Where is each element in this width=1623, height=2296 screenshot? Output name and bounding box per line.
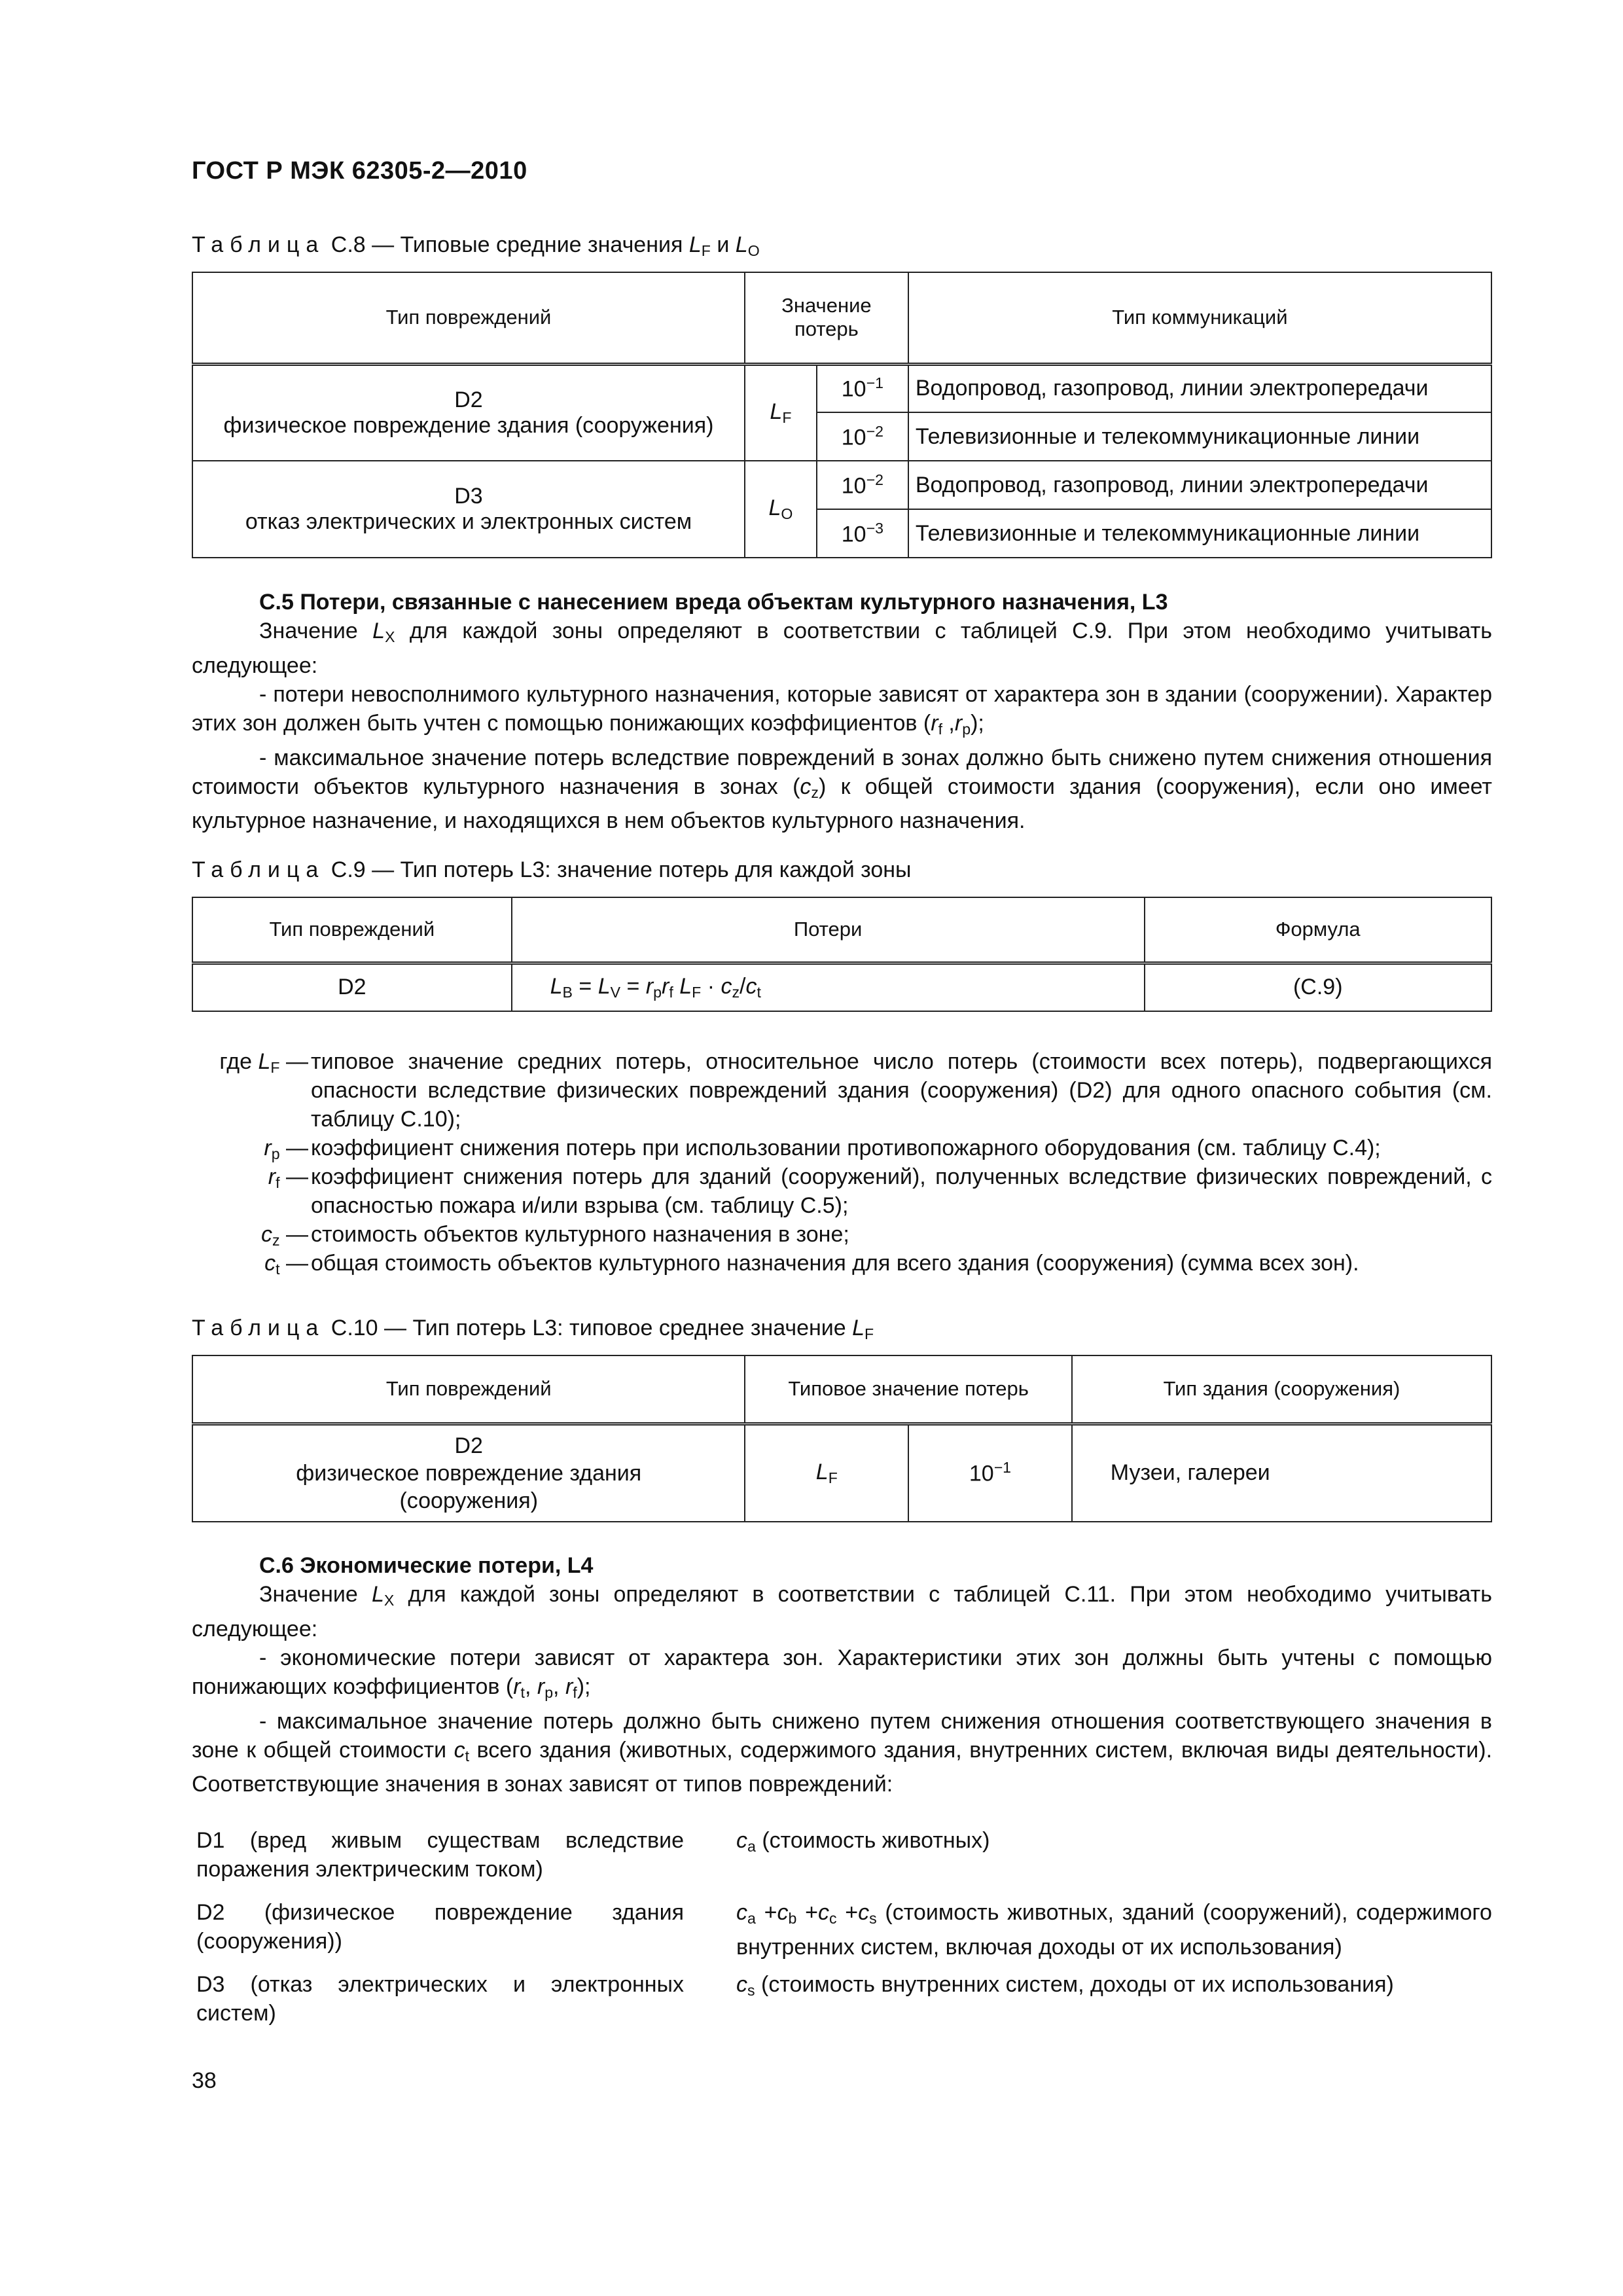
subscript: p bbox=[271, 1145, 280, 1162]
caption-prefix: Таблица bbox=[192, 1316, 325, 1340]
text: всего здания (животных, содержимого здания, внутренних систем, включая виды деятельности). Соответствующие значения в зонах зависят от типов повреждений: bbox=[192, 1737, 1493, 1797]
pair-left: D3 (отказ электрических и электронных систем) bbox=[196, 1972, 684, 2026]
value-exponent: −1 bbox=[993, 1459, 1012, 1477]
subscript: p bbox=[962, 720, 971, 738]
damage-code: D2 bbox=[454, 387, 483, 412]
symbol: L bbox=[258, 1049, 271, 1074]
subscript: t bbox=[276, 1260, 280, 1278]
paragraph bbox=[192, 1707, 1492, 1799]
caption-subscript: F bbox=[701, 242, 711, 259]
pair-right: $c_a +c_b +c_c +c_s$ (стоимость животных, зданий (сооружений), содержимого внутренних систем, включая доходы от их использования) bbox=[736, 1900, 1492, 1960]
paragraph: - экономические потери зависят от характера зон. Характеристики этих зон должны быть учтены с помощью понижающих коэффициентов ($r_t$, $r_p$, $r_f$); bbox=[192, 1645, 1492, 1701]
subscript: f bbox=[276, 1174, 280, 1191]
symbol: L bbox=[371, 1582, 384, 1607]
damage-code: D2 bbox=[454, 1433, 483, 1458]
subscript: X bbox=[383, 1591, 395, 1609]
table-cell-value bbox=[817, 364, 908, 412]
table-cell-damage bbox=[192, 461, 745, 558]
text: (стоимость внутренних систем, доходы от их использования) bbox=[761, 1972, 1394, 1997]
table-c10 bbox=[192, 1355, 1492, 1522]
symbol: c bbox=[454, 1737, 465, 1763]
pair-right: $c_s$ (стоимость внутренних систем, доходы от их использования) bbox=[736, 1972, 1394, 1999]
damage-description: физическое повреждение здания (сооружения) bbox=[296, 1460, 642, 1513]
table-c8-caption bbox=[192, 232, 760, 260]
page-number: 38 bbox=[192, 2068, 217, 2093]
table-cell-value bbox=[817, 461, 908, 509]
paragraph bbox=[192, 744, 1492, 836]
table-header: Значение потерь bbox=[745, 272, 908, 364]
pair-left: D2 (физическое повреждение здания (сооружения)) bbox=[196, 1900, 684, 1954]
symbol: c bbox=[260, 1222, 272, 1247]
table-cell-symbol bbox=[745, 364, 817, 461]
caption-symbol: L bbox=[688, 232, 702, 257]
value-base: 10 bbox=[841, 522, 866, 547]
text: , bbox=[942, 710, 955, 736]
loss-symbol: L bbox=[815, 1459, 829, 1484]
symbol: L bbox=[372, 619, 385, 643]
symbol: c bbox=[800, 774, 812, 799]
table-cell-value bbox=[817, 412, 908, 461]
table-cell-communication: Водопровод, газопровод, линии электропередачи bbox=[908, 461, 1491, 509]
text: - экономические потери зависят от характера зон. Характеристики этих зон должны быть учтены с помощью понижающих коэффициентов ( bbox=[192, 1645, 1492, 1699]
definition-text: коэффициент снижения потерь для зданий (сооружений), полученных вследствие физических повреждений, с опасностью пожара и/или взрыва (см. таблицу С.5); bbox=[311, 1164, 1492, 1218]
section-title-text: С.6 Экономические потери, L4 bbox=[259, 1553, 594, 1578]
pair-left: D1 (вред живым существам вследствие поражения электрическим током) bbox=[196, 1828, 684, 1882]
table-header: Типовое значение потерь bbox=[745, 1355, 1071, 1424]
pair-right: $c_a$ (стоимость животных) bbox=[736, 1828, 990, 1855]
damage-description: физическое повреждение здания (сооружения) bbox=[223, 412, 714, 438]
table-cell-communication: Водопровод, газопровод, линии электропередачи bbox=[908, 364, 1491, 412]
text: - потери невосполнимого культурного назначения, которые зависят от характера зон в здании (сооружении). Характер этих зон должен быть учтен с помощью понижающих коэффициентов ( bbox=[192, 681, 1492, 736]
symbol: r bbox=[954, 710, 963, 736]
caption-symbol: L bbox=[852, 1316, 865, 1340]
symbol: r bbox=[264, 1136, 272, 1160]
definitions-list bbox=[0, 1047, 1623, 1289]
table-cell-damage bbox=[192, 364, 745, 461]
symbol: c bbox=[264, 1251, 276, 1276]
text: где bbox=[219, 1049, 259, 1074]
value-base: 10 bbox=[841, 377, 866, 403]
value-base: 10 bbox=[841, 473, 866, 499]
caption-text: C.8 — Типовые средние значения bbox=[325, 232, 689, 257]
loss-symbol-subscript: F bbox=[782, 408, 792, 426]
subscript: z bbox=[811, 783, 819, 801]
damage-description: отказ электрических и электронных систем bbox=[245, 509, 692, 534]
table-cell-value bbox=[908, 1424, 1072, 1522]
table-cell-communication: Телевизионные и телекоммуникационные линии bbox=[908, 509, 1491, 558]
text: ); bbox=[577, 1674, 591, 1699]
definition-term: $r_f$ — bbox=[268, 1164, 308, 1191]
text: - максимальное значение потерь вследствие повреждений в зонах должно быть снижено путем снижения отношения стоимости объектов культурного назначения в зонах ( bbox=[192, 745, 1492, 799]
paragraph bbox=[192, 617, 1492, 680]
table-cell-symbol bbox=[745, 1424, 908, 1522]
definition-term: где $L_F$ — bbox=[219, 1049, 308, 1076]
table-header: Тип здания (сооружения) bbox=[1072, 1355, 1491, 1424]
table-c9 bbox=[192, 897, 1492, 1012]
loss-symbol: L bbox=[770, 399, 783, 424]
value-exponent: −2 bbox=[866, 471, 883, 488]
value-exponent: −1 bbox=[866, 374, 883, 392]
loss-symbol-subscript: F bbox=[828, 1469, 838, 1486]
definition-term: $r_p$ — bbox=[264, 1136, 308, 1162]
table-header: Формула bbox=[1145, 897, 1492, 963]
table-cell-communication: Телевизионные и телекоммуникационные линии bbox=[908, 412, 1491, 461]
table-cell-value bbox=[817, 509, 908, 558]
value-base: 10 bbox=[969, 1462, 994, 1487]
paragraph bbox=[192, 1580, 1492, 1643]
text: Значение bbox=[259, 1582, 372, 1607]
caption-symbol: L bbox=[735, 232, 748, 257]
subscript: X bbox=[385, 628, 395, 645]
text: - максимальное значение потерь должно быть снижено путем снижения отношения соответствующего значения в зоне к общей стоимости bbox=[192, 1708, 1492, 1763]
table-cell-building-type: Музеи, галереи bbox=[1072, 1424, 1491, 1522]
table-cell-symbol bbox=[745, 461, 817, 558]
symbol: r bbox=[268, 1164, 276, 1189]
caption-text: C.10 — Тип потерь L3: типовое среднее значение bbox=[325, 1316, 853, 1340]
caption-subscript: O bbox=[747, 242, 760, 259]
definition-text: общая стоимость объектов культурного назначения для всего здания (сооружения) (сумма всех зон). bbox=[311, 1251, 1359, 1276]
caption-text: и bbox=[710, 232, 736, 257]
table-header: Тип повреждений bbox=[192, 1355, 745, 1424]
section-c6 bbox=[192, 1551, 1492, 1799]
text: ); bbox=[971, 710, 984, 736]
definition-text: типовое значение средних потерь, относительное число потерь (стоимости всех потерь), подвергающихся опасности вследствие физических повреждений здания (сооружения) (D2) для одного опасного события (см. таблицу С.10); bbox=[311, 1049, 1492, 1132]
paragraph bbox=[192, 680, 1492, 744]
text: для каждой зоны определяют в соответствии с таблицей С.9. При этом необходимо учитывать следующее: bbox=[192, 619, 1492, 678]
definition-text: стоимость объектов культурного назначения в зоне; bbox=[311, 1222, 849, 1247]
value-exponent: −3 bbox=[866, 519, 883, 537]
section-title-text: С.5 Потери, связанные с нанесением вреда объектам культурного назначения, L3 bbox=[259, 590, 1168, 615]
text: для каждой зоны определяют в соответствии с таблицей С.11. При этом необходимо учитывать следующее: bbox=[192, 1582, 1492, 1641]
text: (стоимость животных, зданий (сооружений), содержимого внутренних систем, включая доходы от их использования) bbox=[736, 1900, 1492, 1960]
value-base: 10 bbox=[841, 425, 866, 450]
caption-subscript: F bbox=[865, 1325, 874, 1342]
subscript: f bbox=[938, 720, 942, 738]
section-c5 bbox=[192, 588, 1492, 835]
caption-text: C.9 — Тип потерь L3: значение потерь для каждой зоны bbox=[325, 857, 912, 882]
value-exponent: −2 bbox=[866, 422, 883, 440]
definition-term: $c_t$ — bbox=[264, 1251, 308, 1278]
table-c10-caption bbox=[192, 1316, 874, 1343]
table-c9-caption bbox=[192, 857, 911, 883]
table-header: Тип повреждений bbox=[192, 897, 512, 963]
subscript: F bbox=[270, 1058, 280, 1076]
table-cell-damage: D2 bbox=[192, 963, 512, 1011]
text: ) к общей стоимости здания (сооружения), если оно имеет культурное назначение, и находящихся в нем объектов культурного назначения. bbox=[192, 774, 1492, 834]
table-cell-formula: $L_B = L_V = r_pr_f$ $L_F \cdot c_z/c_t$ bbox=[512, 963, 1145, 1011]
text: Значение bbox=[259, 619, 373, 643]
loss-symbol: L bbox=[768, 495, 781, 521]
table-header: Потери bbox=[512, 897, 1145, 963]
loss-symbol-subscript: O bbox=[781, 505, 793, 522]
table-c8 bbox=[192, 272, 1492, 558]
text: (стоимость животных) bbox=[762, 1828, 990, 1853]
caption-prefix: Таблица bbox=[192, 857, 325, 882]
document-header: ГОСТ Р МЭК 62305-2—2010 bbox=[192, 157, 527, 185]
subscript: t bbox=[465, 1747, 470, 1765]
table-header: Тип повреждений bbox=[192, 272, 745, 364]
symbol: r bbox=[931, 710, 938, 736]
subscript: z bbox=[272, 1231, 280, 1249]
table-cell-formula-ref: (C.9) bbox=[1145, 963, 1492, 1011]
table-header: Тип коммуникаций bbox=[908, 272, 1491, 364]
definition-term: $c_z$ — bbox=[260, 1222, 308, 1249]
section-title bbox=[192, 1551, 1492, 1580]
caption-prefix: Таблица bbox=[192, 232, 325, 257]
definition-text: коэффициент снижения потерь при использовании противопожарного оборудования (см. таблицу С.4); bbox=[311, 1136, 1381, 1160]
damage-code: D3 bbox=[454, 484, 483, 509]
section-title bbox=[192, 588, 1492, 617]
table-cell-damage bbox=[192, 1424, 745, 1522]
